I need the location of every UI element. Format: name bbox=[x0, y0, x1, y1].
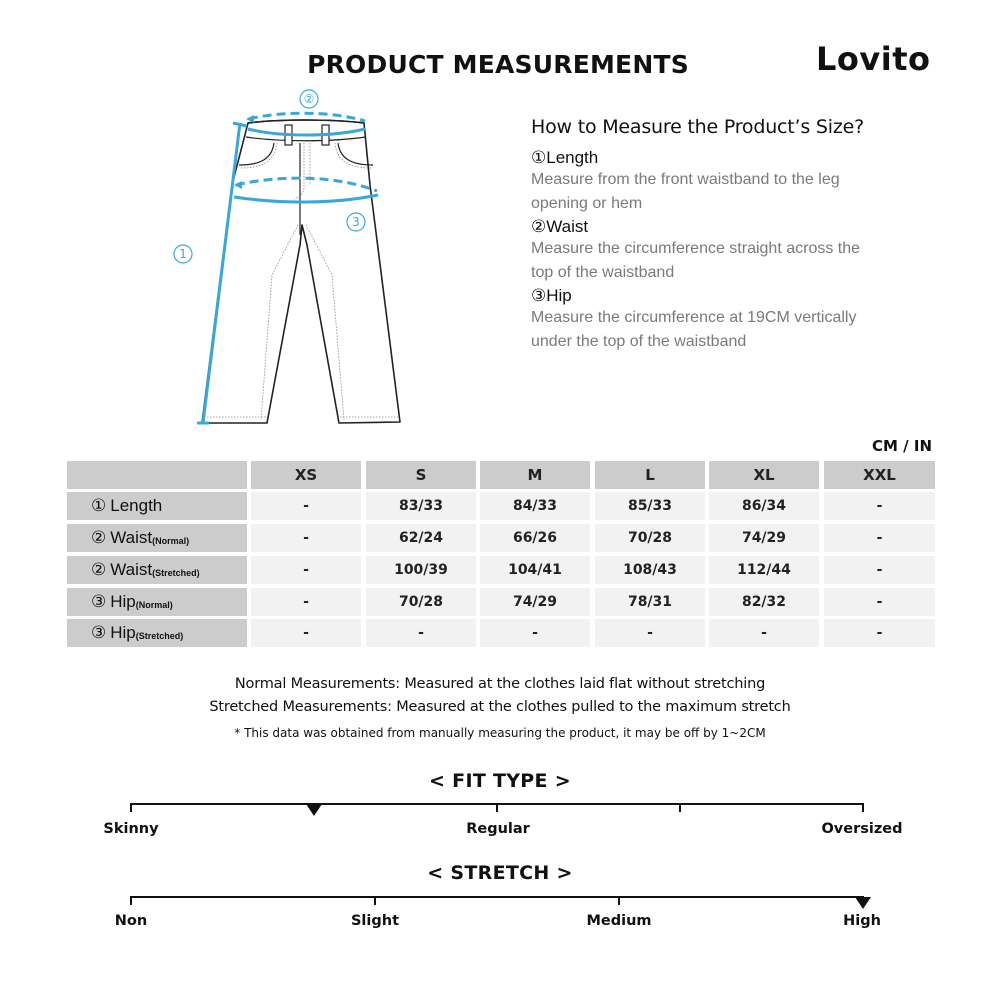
header-cell-blank bbox=[67, 461, 247, 489]
fit-tick bbox=[679, 803, 681, 812]
fit-type-indicator-icon bbox=[306, 804, 322, 816]
fit-tick bbox=[130, 803, 132, 812]
stretch-label-non: Non bbox=[114, 913, 148, 929]
unit-label: CM / IN bbox=[872, 437, 932, 455]
stretch-title: < STRETCH > bbox=[427, 862, 573, 884]
stretch-line bbox=[130, 896, 864, 898]
stretch-indicator-icon bbox=[855, 897, 871, 909]
table-row-hip-stretched: ③ Hip (Stretched) - - - - - - bbox=[67, 619, 935, 647]
how-to-measure-section bbox=[531, 116, 911, 354]
marker-hip: 3 bbox=[352, 215, 360, 229]
fit-label-oversized: Oversized bbox=[821, 821, 903, 837]
stretch-tick bbox=[374, 896, 376, 905]
fit-label-skinny: Skinny bbox=[103, 821, 159, 837]
header-cell-l: L bbox=[595, 461, 705, 489]
header-cell-s: S bbox=[366, 461, 476, 489]
table-header-row bbox=[67, 461, 935, 489]
marker-length: 1 bbox=[179, 247, 187, 261]
header-cell-m: M bbox=[480, 461, 590, 489]
stretch-tick bbox=[130, 896, 132, 905]
fit-type-title: < FIT TYPE > bbox=[429, 770, 571, 792]
normal-note: Normal Measurements: Measured at the clothes laid flat without stretching bbox=[234, 676, 766, 692]
fit-tick bbox=[862, 803, 864, 812]
stretch-label-slight: Slight bbox=[350, 913, 400, 929]
page-title: PRODUCT MEASUREMENTS bbox=[307, 50, 689, 79]
marker-waist: ② bbox=[303, 92, 315, 106]
table-row-hip-normal: ③ Hip (Normal) - 70/28 74/29 78/31 82/32 - bbox=[67, 588, 935, 616]
header-cell-xxl: XXL bbox=[824, 461, 935, 489]
stretched-note: Stretched Measurements: Measured at the clothes pulled to the maximum stretch bbox=[209, 699, 791, 715]
table-row-length: ① Length - 83/33 84/33 85/33 86/34 - bbox=[67, 492, 935, 520]
how-to-waist: ②Waist Measure the circumference straight across the top of the waistband bbox=[531, 217, 861, 281]
disclaimer-note: * This data was obtained from manually measuring the product, it may be off by 1~2CM bbox=[234, 726, 766, 740]
how-to-heading: How to Measure the Product’s Size? bbox=[531, 116, 865, 138]
how-to-hip: ③Hip Measure the circumference at 19CM vertically under the top of the waistband bbox=[531, 286, 857, 350]
header-cell-xl: XL bbox=[709, 461, 819, 489]
fit-label-regular: Regular bbox=[466, 821, 530, 837]
table-row-waist-stretched: ② Waist (Stretched) - 100/39 104/41 108/43 112/44 - bbox=[67, 556, 935, 584]
header-cell-xs: XS bbox=[251, 461, 361, 489]
measurement-notes bbox=[0, 673, 1000, 740]
stretch-label-high: High bbox=[843, 913, 881, 929]
how-to-length: ①Length Measure from the front waistband to the leg opening or hem bbox=[531, 148, 840, 212]
fit-tick bbox=[496, 803, 498, 812]
brand-logo: Lovito bbox=[816, 40, 931, 78]
pants-diagram bbox=[160, 85, 420, 435]
stretch-label-medium: Medium bbox=[586, 913, 652, 929]
table-row-waist-normal: ② Waist (Normal) - 62/24 66/26 70/28 74/29 - bbox=[67, 524, 935, 552]
stretch-tick bbox=[618, 896, 620, 905]
